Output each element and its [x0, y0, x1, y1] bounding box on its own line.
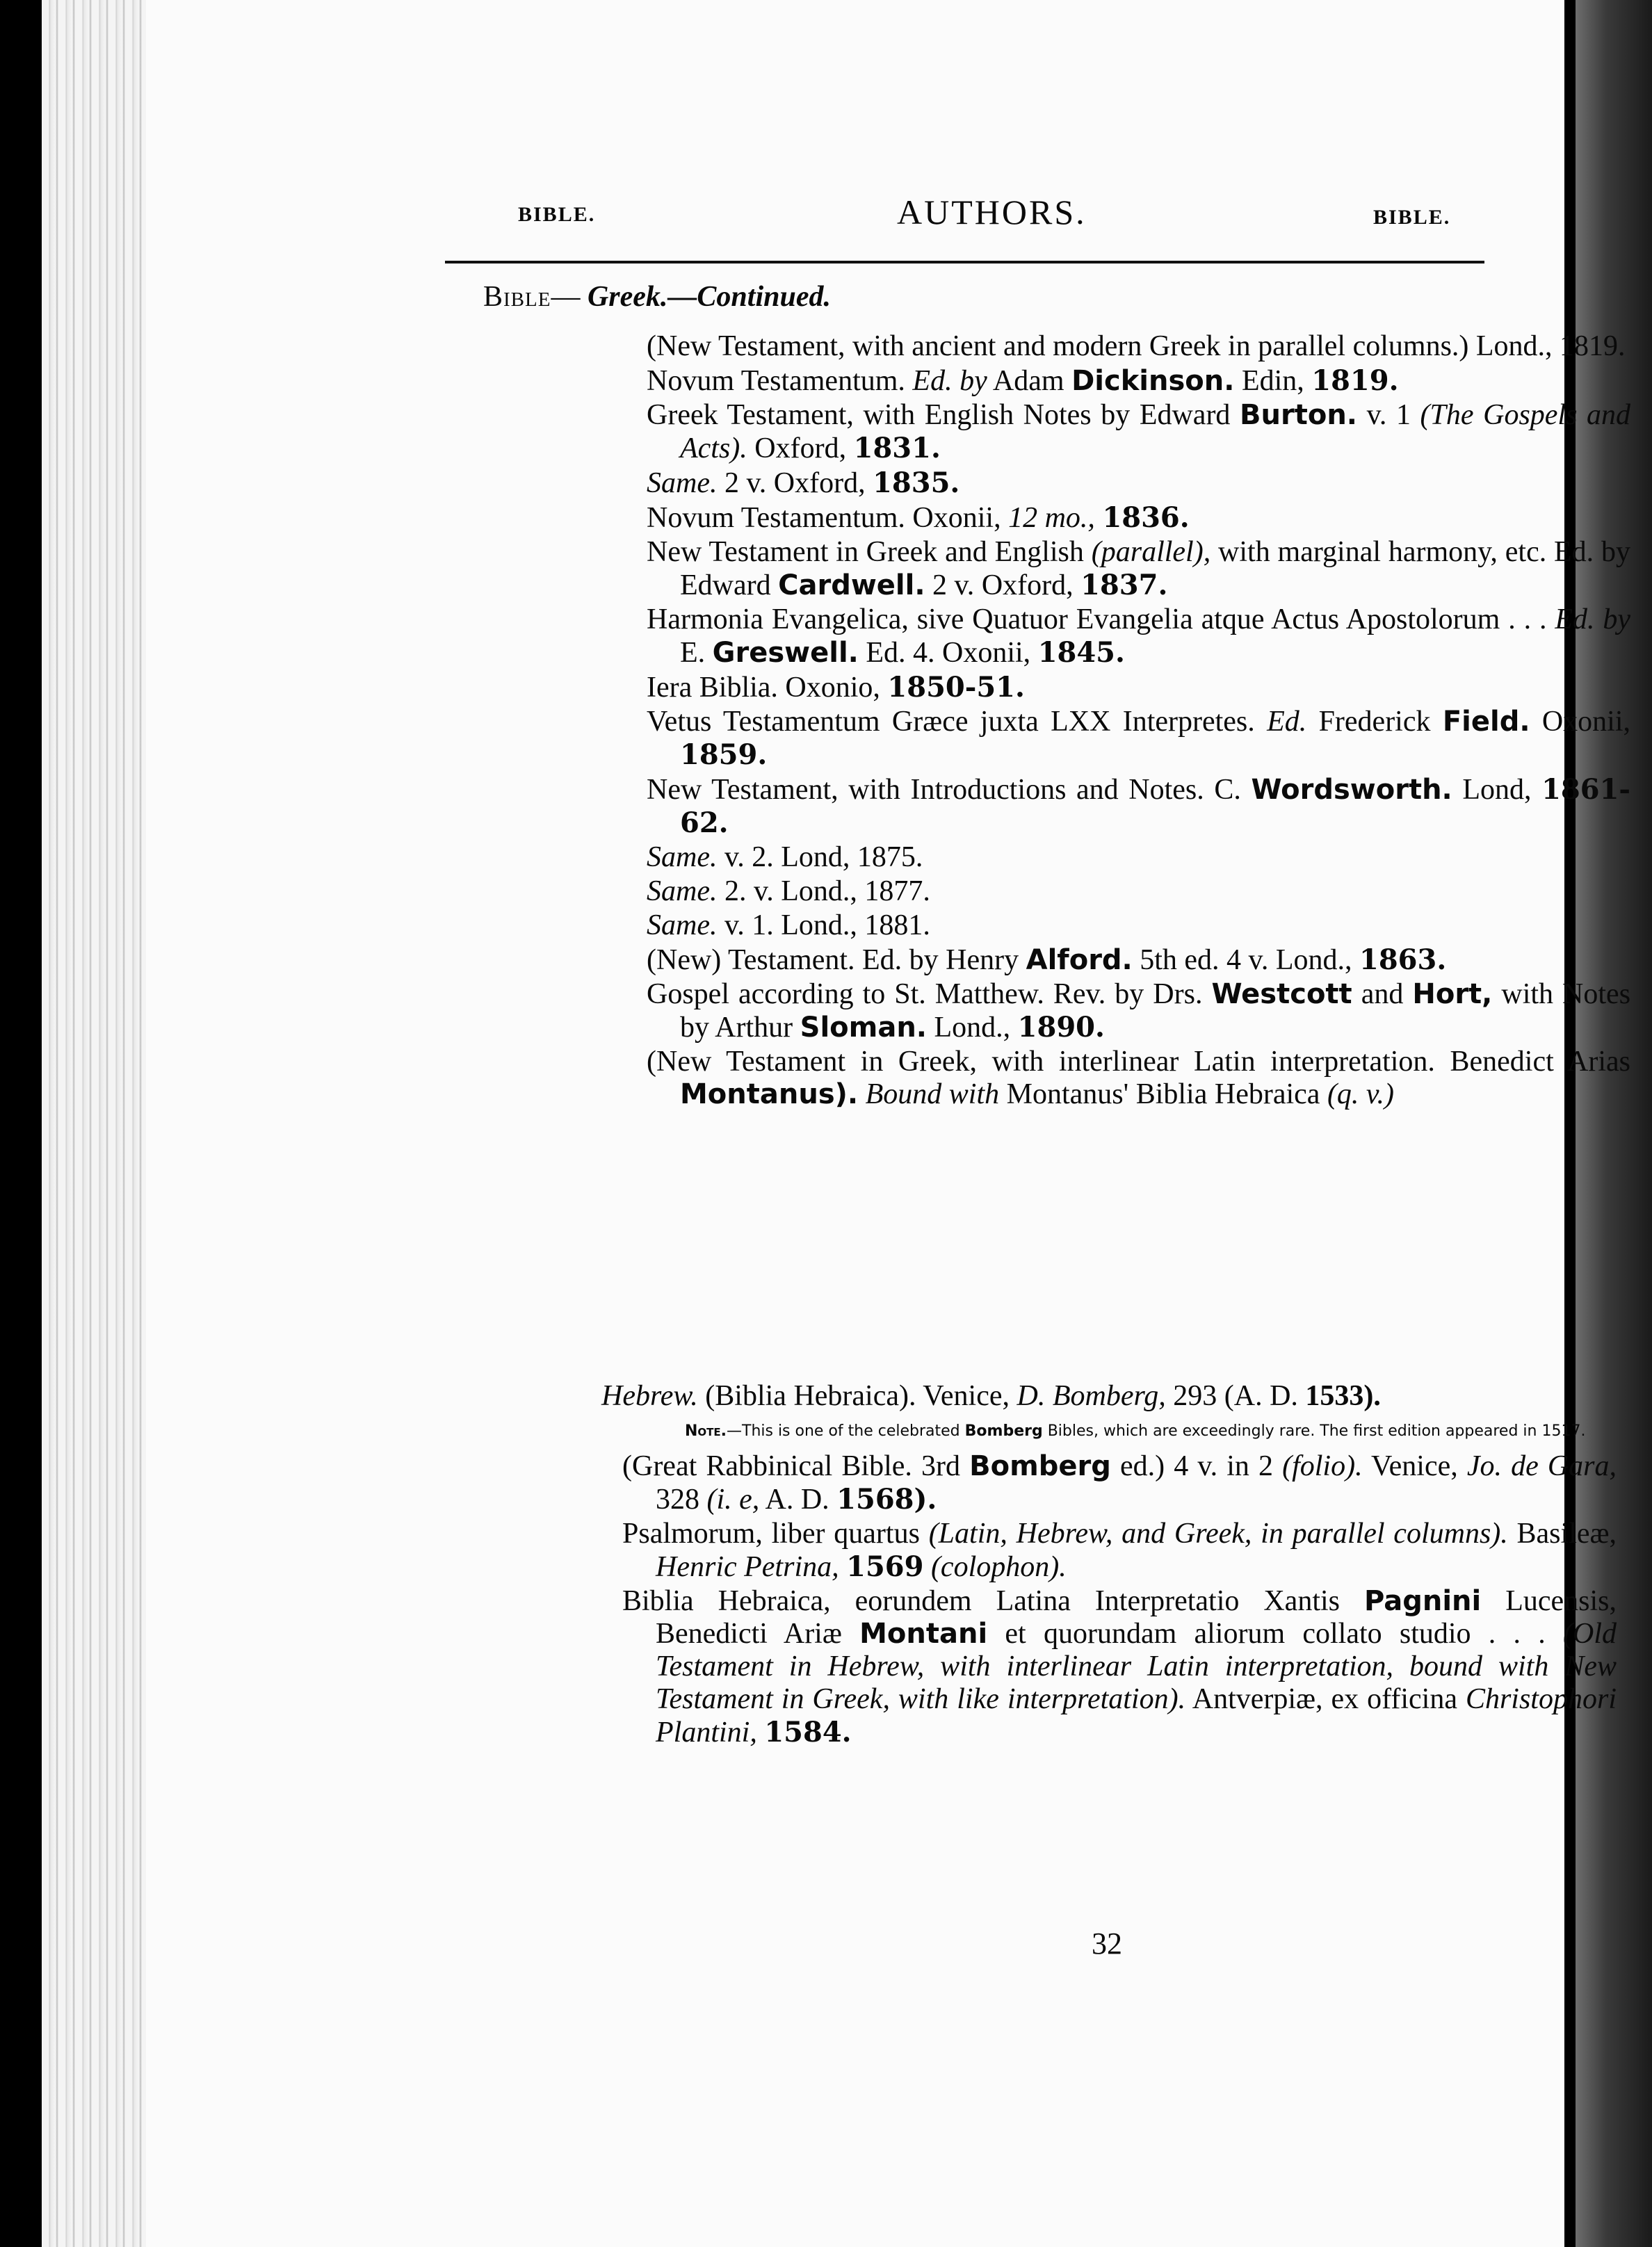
list-item: Same. v. 1. Lond., 1881.: [647, 909, 930, 941]
running-header: [146, 188, 1564, 243]
list-item: Vetus Testamentum Græce juxta LXX Interpretes. Ed. Frederick Field. Oxonii, 1859.: [647, 706, 1630, 771]
list-item: New Testament in Greek and English (parallel), with marginal harmony, etc. Ed. by Edward Cardwell. 2 v. Oxford, 1837.: [647, 536, 1631, 601]
list-item: Psalmorum, liber quartus (Latin, Hebrew, and Greek, in parallel columns). Basileæ, Henric Petrina, 1569 (colophon).: [622, 1518, 1617, 1583]
author-name: Montani: [859, 1618, 988, 1650]
author-name: Dickinson.: [1071, 365, 1235, 397]
section-heading: Bible— Greek.—Continued.: [483, 281, 831, 313]
author-name: Wordsworth.: [1251, 774, 1452, 806]
list-item: Greek Testament, with English Notes by Edward Burton. v. 1 (The Gospels and Acts). Oxford, 1831.: [647, 399, 1631, 464]
author-name: Cardwell.: [778, 569, 925, 601]
list-item: Biblia Hebraica, eorundem Latina Interpretatio Xantis Pagnini Lucensis, Benedicti Ariæ Montani et quorundam aliorum collato studio . . . (Old Testament in Hebrew, with interlinear Latin interpretation, bound with New Testament in Greek, with like interpretation). Antverpiæ, ex officina Christophori Plantini, 1584.: [622, 1585, 1617, 1749]
book-page: [146, 0, 1631, 2247]
list-item: (New Testament, with ancient and modern Greek in parallel columns.) Lond., 1819.: [647, 330, 1626, 362]
footnote: Note.—This is one of the celebrated Bomberg Bibles, which are exceedingly rare. The first edition appeared in 1517.: [685, 1422, 1586, 1440]
author-name: Field.: [1442, 706, 1530, 738]
header-rule: [445, 261, 1484, 263]
author-name: Hort,: [1412, 978, 1493, 1010]
header-center: AUTHORS.: [897, 193, 1087, 232]
subsection-label: Hebrew.: [601, 1380, 698, 1412]
greek-entries: [647, 330, 1630, 1112]
list-item: (New Testament in Greek, with interlinear Latin interpretation. Benedict Arias Montanus). Bound with Montanus' Biblia Hebraica (q. v.): [647, 1046, 1630, 1110]
list-item: Same. v. 2. Lond, 1875.: [647, 841, 923, 873]
author-name: Bomberg: [969, 1450, 1111, 1482]
author-name: Pagnini: [1363, 1585, 1482, 1617]
author-name: Burton.: [1240, 399, 1357, 431]
list-item: (Great Rabbinical Bible. 3rd Bomberg ed.) 4 v. in 2 (folio). Venice, Jo. de Gara, 328 (i. e, A. D. 1568).: [622, 1450, 1617, 1516]
list-item: (New) Testament. Ed. by Henry Alford. 5th ed. 4 v. Lond., 1863.: [647, 943, 1447, 976]
list-item: Hebrew. (Biblia Hebraica). Venice, D. Bomberg, 293 (A. D. 1533).: [601, 1380, 1381, 1412]
author-name: Alford.: [1026, 944, 1133, 976]
author-name: Westcott: [1211, 978, 1352, 1010]
author-name: Montanus).: [680, 1078, 859, 1110]
author-name: Sloman.: [800, 1012, 927, 1044]
section-name: Bible: [483, 281, 551, 313]
list-item: Iera Biblia. Oxonio, 1850-51.: [647, 671, 1025, 704]
list-item: Novum Testamentum. Ed. by Adam Dickinson. Edin, 1819.: [647, 364, 1399, 397]
hebrew-entries: [601, 1450, 1617, 1749]
list-item: Same. 2. v. Lond., 1877.: [647, 875, 930, 907]
section-subtitle: Greek.—Continued.: [587, 281, 831, 313]
list-item: Novum Testamentum. Oxonii, 12 mo., 1836.: [647, 501, 1190, 534]
author-name: Greswell.: [712, 637, 859, 669]
list-item: Same. 2 v. Oxford, 1835.: [647, 467, 960, 499]
hebrew-section: [601, 1380, 1617, 1751]
list-item: New Testament, with Introductions and Notes. C. Wordsworth. Lond, 1861-62.: [647, 773, 1631, 839]
header-right: BIBLE.: [1373, 206, 1451, 229]
list-item: Gospel according to St. Matthew. Rev. by Drs. Westcott and Hort, with Notes by Arthur Sloman. Lond., 1890.: [647, 978, 1631, 1044]
header-left: BIBLE.: [518, 203, 596, 226]
list-item: Harmonia Evangelica, sive Quatuor Evangelia atque Actus Apostolorum . . . Ed. by E. Greswell. Ed. 4. Oxonii, 1845.: [647, 603, 1631, 669]
page-number: 32: [1092, 1926, 1122, 1961]
